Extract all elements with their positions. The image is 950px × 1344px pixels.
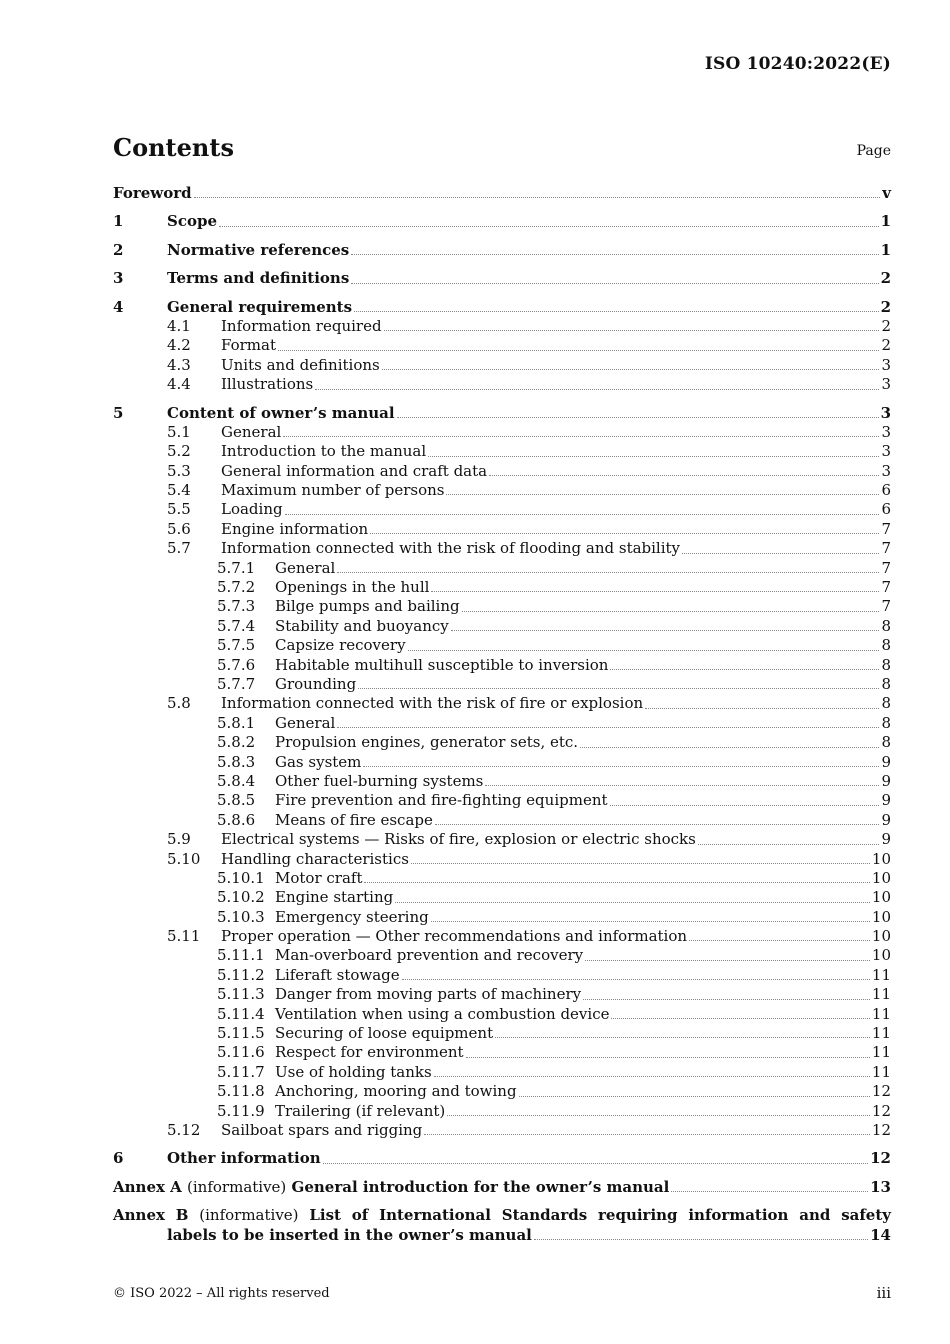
- toc-entry-page: 8: [881, 655, 891, 674]
- toc-entry-page: 8: [881, 674, 891, 693]
- toc-entry-title: Fire prevention and fire-fighting equipment: [275, 791, 608, 810]
- dot-leader: [434, 1075, 870, 1077]
- toc-entry[interactable]: [113, 1043, 891, 1062]
- toc-entry[interactable]: [113, 1149, 891, 1168]
- toc-entry[interactable]: [113, 423, 891, 442]
- dot-leader: [354, 310, 879, 312]
- toc-entry-title: Proper operation — Other recommendations and information: [221, 927, 688, 946]
- toc-entry[interactable]: [113, 1082, 891, 1101]
- toc-entry-number: 5.3: [167, 461, 191, 480]
- dot-leader: [489, 474, 879, 476]
- toc-entry-number: 5.7.4: [217, 616, 256, 635]
- toc-entry-number: 5.7.2: [217, 578, 256, 597]
- toc-entry[interactable]: [113, 559, 891, 578]
- toc-entry-number: 5.11.1: [217, 946, 265, 965]
- toc-entry-number: 5.1: [167, 422, 191, 441]
- toc-entry[interactable]: [113, 694, 891, 713]
- toc-entry-number: 5.10.1: [217, 868, 265, 887]
- dot-leader: [611, 1017, 869, 1019]
- page-column-label: Page: [856, 143, 891, 159]
- toc-entry-title: Engine information: [221, 519, 369, 538]
- toc-entry-title: Openings in the hull: [275, 578, 430, 597]
- toc-entry-page: 12: [871, 1120, 891, 1139]
- dot-leader: [363, 765, 879, 767]
- toc-entry-title: Information connected with the risk of flooding and stability: [221, 539, 681, 558]
- dot-leader: [447, 1114, 870, 1116]
- dot-leader: [689, 939, 870, 941]
- toc-entry[interactable]: [113, 985, 891, 1004]
- toc-entry-page: 7: [881, 519, 891, 538]
- toc-entry-number: 5.11.3: [217, 985, 265, 1004]
- toc-entry-title: Man-overboard prevention and recovery: [275, 946, 584, 965]
- toc-entry-page: 3: [881, 375, 891, 394]
- toc-entry-title: Handling characteristics: [221, 849, 409, 868]
- dot-leader: [585, 959, 870, 961]
- toc-entry-page: 7: [881, 558, 891, 577]
- toc-entry-title: Stability and buoyancy: [275, 616, 449, 635]
- toc-entry-title: Ventilation when using a combustion device: [275, 1004, 610, 1023]
- toc-entry-number: 5: [113, 403, 124, 422]
- toc-entry-number: 3: [113, 269, 124, 288]
- annex-b-title-line1: [113, 1206, 891, 1225]
- toc-entry-page: 8: [881, 694, 891, 713]
- toc-entry[interactable]: [113, 791, 891, 810]
- dot-leader: [485, 784, 879, 786]
- toc-entry-title: Danger from moving parts of machinery: [275, 985, 582, 1004]
- toc-entry-title: Respect for environment: [275, 1043, 464, 1062]
- toc-entry[interactable]: [113, 946, 891, 965]
- toc-entry-title: General information and craft data: [221, 461, 488, 480]
- toc-entry-number: 5.4: [167, 481, 191, 500]
- dot-leader: [364, 881, 869, 883]
- toc-entry[interactable]: [113, 520, 891, 539]
- toc-entry-title: Trailering (if relevant): [275, 1101, 446, 1120]
- toc-entry[interactable]: [113, 269, 891, 288]
- dot-leader: [382, 368, 880, 370]
- toc-entry-number: 5.8.2: [217, 733, 256, 752]
- toc-entry-number: 5.9: [167, 830, 191, 849]
- toc-entry-page: 10: [871, 888, 891, 907]
- toc-entry-page: 11: [871, 985, 891, 1004]
- toc-entry[interactable]: [113, 1102, 891, 1121]
- toc-entry[interactable]: [113, 772, 891, 791]
- toc-entry-number: 5.7.3: [217, 597, 256, 616]
- toc-entry[interactable]: [113, 241, 891, 260]
- toc-entry[interactable]: [113, 617, 891, 636]
- dot-leader: [411, 862, 870, 864]
- toc-entry-title: General: [221, 422, 282, 441]
- toc-entry-number: 1: [113, 212, 124, 231]
- toc-entry[interactable]: [113, 404, 891, 423]
- toc-entry-title: Maximum number of persons: [221, 481, 445, 500]
- toc-entry-number: 4.3: [167, 355, 191, 374]
- toc-entry-number: 5.7.5: [217, 636, 256, 655]
- toc-entry-title: Other information: [167, 1149, 321, 1168]
- toc-entry-title: Propulsion engines, generator sets, etc.: [275, 733, 579, 752]
- toc-entry-number: 5.7.7: [217, 674, 256, 693]
- toc-entry-page: 9: [881, 830, 891, 849]
- toc-entry[interactable]: [113, 375, 891, 394]
- dot-leader: [351, 282, 878, 284]
- toc-entry-number: 5.7.1: [217, 558, 256, 577]
- dot-leader: [698, 843, 880, 845]
- toc-entry-page: 9: [881, 771, 891, 790]
- toc-entry-page: 12: [870, 1149, 891, 1168]
- toc-entry[interactable]: [113, 869, 891, 888]
- toc-entry-number: 5.8.6: [217, 810, 256, 829]
- toc-entry[interactable]: [113, 184, 891, 203]
- dot-leader: [384, 329, 880, 331]
- toc-entry[interactable]: [113, 675, 891, 694]
- toc-entry-page: 6: [881, 500, 891, 519]
- dot-leader: [495, 1036, 870, 1038]
- toc-entry[interactable]: [113, 966, 891, 985]
- toc-entry-page: 13: [870, 1177, 891, 1196]
- toc-entry-title: Emergency steering: [275, 907, 429, 926]
- dot-leader: [397, 416, 879, 418]
- dot-leader: [402, 978, 870, 980]
- toc-entry-title: Illustrations: [221, 375, 314, 394]
- toc-entry-title: Engine starting: [275, 888, 394, 907]
- toc-entry-page: 7: [881, 578, 891, 597]
- toc-entry-title: Content of owner’s manual: [167, 403, 395, 422]
- dot-leader: [446, 493, 879, 495]
- toc-entry-title: General: [275, 713, 336, 732]
- dot-leader: [219, 225, 879, 227]
- toc-entry-number: 5.8.3: [217, 752, 256, 771]
- toc-entry[interactable]: [113, 888, 891, 907]
- toc-entry-title: Terms and definitions: [167, 269, 350, 288]
- toc-entry-page: 10: [871, 868, 891, 887]
- document-id: ISO 10240:2022(E): [704, 54, 891, 74]
- toc-entry-number: 5.11.2: [217, 965, 265, 984]
- dot-leader: [278, 349, 879, 351]
- toc-entry[interactable]: [113, 539, 891, 558]
- toc-entry-page: 1: [880, 212, 891, 231]
- dot-leader: [580, 746, 879, 748]
- toc-entry-annex-a[interactable]: [113, 1178, 891, 1197]
- dot-leader: [370, 532, 879, 534]
- toc-entry-page: 11: [871, 1024, 891, 1043]
- toc-entry-page: 10: [871, 907, 891, 926]
- toc-entry-page: 12: [871, 1082, 891, 1101]
- dot-leader: [337, 571, 879, 573]
- dot-leader: [583, 998, 870, 1000]
- dot-leader: [462, 610, 880, 612]
- toc-entry[interactable]: [113, 714, 891, 733]
- toc-entry-page: 12: [871, 1101, 891, 1120]
- toc-entry-number: 5.8.1: [217, 713, 256, 732]
- toc-entry-page: 3: [881, 442, 891, 461]
- toc-entry-number: 5.8: [167, 694, 191, 713]
- table-of-contents: [113, 184, 891, 1245]
- toc-entry-number: 4.4: [167, 375, 191, 394]
- toc-entry-title: [113, 1178, 669, 1197]
- toc-entry-page: 3: [881, 355, 891, 374]
- toc-entry[interactable]: [113, 462, 891, 481]
- toc-entry-number: 5.10.2: [217, 888, 265, 907]
- toc-entry-page: 8: [881, 636, 891, 655]
- toc-entry-number: 5.11.5: [217, 1024, 265, 1043]
- toc-entry-page: 6: [881, 481, 891, 500]
- toc-entry-number: 5.8.4: [217, 771, 256, 790]
- toc-entry-title: Other fuel-burning systems: [275, 771, 484, 790]
- toc-entry[interactable]: [113, 317, 891, 336]
- toc-entry-page: 1: [880, 240, 891, 259]
- toc-entry-page: v: [882, 184, 891, 202]
- toc-entry-title: Information required: [221, 316, 382, 335]
- toc-entry-page: 11: [871, 1043, 891, 1062]
- toc-entry-page: 7: [881, 597, 891, 616]
- toc-entry-page: 10: [871, 946, 891, 965]
- toc-entry-page: 11: [871, 1004, 891, 1023]
- toc-entry-page: 9: [881, 791, 891, 810]
- annex-b-title-line2: [113, 1226, 891, 1245]
- toc-entry-number: 5.6: [167, 519, 191, 538]
- toc-entry[interactable]: [113, 1063, 891, 1082]
- toc-entry-title: Information connected with the risk of fire or explosion: [221, 694, 644, 713]
- toc-entry-number: 5.8.5: [217, 791, 256, 810]
- dot-leader: [431, 590, 879, 592]
- toc-entry[interactable]: [113, 597, 891, 616]
- dot-leader: [337, 726, 879, 728]
- toc-entry-page: 2: [880, 269, 891, 288]
- toc-entry[interactable]: [113, 578, 891, 597]
- dot-leader: [435, 823, 880, 825]
- toc-entry-title: Scope: [167, 212, 218, 231]
- toc-entry-number: 5.11.9: [217, 1101, 265, 1120]
- toc-entry-title: Capsize recovery: [275, 636, 406, 655]
- annex-title-part1: List of International Standards requiring information and safety: [309, 1206, 891, 1225]
- toc-entry-number: 5.2: [167, 442, 191, 461]
- toc-entry-number: 4.1: [167, 316, 191, 335]
- toc-entry-title: General: [275, 558, 336, 577]
- toc-entry-page: 2: [881, 316, 891, 335]
- toc-entry[interactable]: [113, 753, 891, 772]
- toc-entry-title: Bilge pumps and bailing: [275, 597, 460, 616]
- toc-entry-title: Grounding: [275, 674, 357, 693]
- toc-entry[interactable]: [113, 298, 891, 317]
- toc-entry-number: 5.11.6: [217, 1043, 265, 1062]
- copyright-notice: © ISO 2022 – All rights reserved: [113, 1286, 330, 1301]
- toc-entry-page: 3: [880, 403, 891, 422]
- toc-entry[interactable]: [113, 830, 891, 849]
- toc-entry-number: 5.7: [167, 539, 191, 558]
- page-number: iii: [876, 1284, 891, 1302]
- dot-leader: [682, 552, 879, 554]
- toc-entry[interactable]: [113, 908, 891, 927]
- toc-entry-page: 11: [871, 965, 891, 984]
- annex-label: Annex B: [113, 1206, 189, 1225]
- toc-entry-page: 10: [871, 927, 891, 946]
- toc-entry[interactable]: [113, 212, 891, 231]
- dot-leader: [283, 435, 879, 437]
- toc-entry-title: Foreword: [113, 184, 192, 202]
- toc-entry-number: 4.2: [167, 336, 191, 355]
- dot-leader: [285, 513, 880, 515]
- toc-entry[interactable]: [113, 1005, 891, 1024]
- toc-entry[interactable]: [113, 656, 891, 675]
- toc-entry-page: 8: [881, 733, 891, 752]
- toc-entry-page: 14: [870, 1225, 891, 1244]
- dot-leader: [323, 1162, 868, 1164]
- dot-leader: [645, 707, 879, 709]
- dot-leader: [519, 1095, 870, 1097]
- toc-entry-number: 5.11.7: [217, 1062, 265, 1081]
- toc-entry[interactable]: [113, 850, 891, 869]
- dot-leader: [358, 687, 879, 689]
- toc-entry[interactable]: [113, 442, 891, 461]
- dot-leader: [534, 1238, 868, 1240]
- toc-entry-title: Habitable multihull susceptible to inversion: [275, 655, 609, 674]
- toc-entry-title: Anchoring, mooring and towing: [275, 1082, 517, 1101]
- contents-heading: Contents: [113, 133, 234, 162]
- dot-leader: [610, 804, 880, 806]
- toc-entry-number: 5.11: [167, 927, 201, 946]
- toc-entry-page: 8: [881, 713, 891, 732]
- toc-entry-title: Introduction to the manual: [221, 442, 427, 461]
- annex-type: (informative): [199, 1206, 299, 1225]
- dot-leader: [466, 1056, 870, 1058]
- toc-entry-page: 7: [881, 539, 891, 558]
- dot-leader: [351, 253, 878, 255]
- toc-entry-number: 5.11.4: [217, 1004, 265, 1023]
- annex-title: General introduction for the owner’s manual: [291, 1177, 670, 1196]
- toc-entry-title: Sailboat spars and rigging: [221, 1120, 423, 1139]
- annex-type: (informative): [187, 1177, 287, 1196]
- toc-entry-title: Normative references: [167, 240, 350, 259]
- dot-leader: [431, 920, 870, 922]
- dot-leader: [610, 668, 879, 670]
- toc-entry[interactable]: [113, 636, 891, 655]
- toc-entry-number: 4: [113, 297, 124, 316]
- dot-leader: [424, 1133, 870, 1135]
- annex-label: Annex A: [113, 1177, 182, 1196]
- toc-entry-title: Liferaft stowage: [275, 965, 400, 984]
- dot-leader: [408, 649, 880, 651]
- dot-leader: [315, 388, 879, 390]
- toc-entry-title: General requirements: [167, 297, 353, 316]
- toc-entry[interactable]: [113, 500, 891, 519]
- toc-entry-page: 3: [881, 461, 891, 480]
- toc-entry-title: Units and definitions: [221, 355, 380, 374]
- toc-entry-title: Loading: [221, 500, 283, 519]
- toc-entry-number: 5.7.6: [217, 655, 256, 674]
- toc-entry-number: 5.10.3: [217, 907, 265, 926]
- toc-entry-title: Means of fire escape: [275, 810, 433, 829]
- toc-entry[interactable]: [113, 1024, 891, 1043]
- toc-entry-number: 2: [113, 240, 124, 259]
- toc-entry-number: 6: [113, 1149, 124, 1168]
- toc-entry[interactable]: [113, 811, 891, 830]
- dot-leader: [194, 196, 881, 198]
- dot-leader: [395, 901, 870, 903]
- annex-title-part2: labels to be inserted in the owner’s manual: [167, 1225, 532, 1244]
- toc-entry-title: Motor craft: [275, 868, 363, 887]
- toc-entry-page: 11: [871, 1062, 891, 1081]
- toc-entry[interactable]: [113, 481, 891, 500]
- toc-entry[interactable]: [113, 1121, 891, 1140]
- toc-entry[interactable]: [113, 356, 891, 375]
- toc-entry-annex-b[interactable]: [113, 1206, 891, 1245]
- toc-entry-title: Use of holding tanks: [275, 1062, 432, 1081]
- toc-entry[interactable]: [113, 336, 891, 355]
- toc-entry-page: 9: [881, 752, 891, 771]
- dot-leader: [428, 455, 879, 457]
- toc-entry[interactable]: [113, 733, 891, 752]
- dot-leader: [671, 1190, 868, 1192]
- toc-entry-page: 10: [871, 849, 891, 868]
- toc-entry-title: Securing of loose equipment: [275, 1024, 494, 1043]
- toc-entry[interactable]: [113, 927, 891, 946]
- dot-leader: [451, 629, 880, 631]
- toc-entry-number: 5.12: [167, 1120, 201, 1139]
- toc-entry-page: 2: [881, 336, 891, 355]
- toc-entry-page: 3: [881, 422, 891, 441]
- toc-entry-number: 5.11.8: [217, 1082, 265, 1101]
- toc-entry-page: 8: [881, 616, 891, 635]
- toc-entry-page: 9: [881, 810, 891, 829]
- toc-entry-title: Electrical systems — Risks of fire, explosion or electric shocks: [221, 830, 696, 849]
- toc-entry-number: 5.10: [167, 849, 201, 868]
- toc-entry-title: Format: [221, 336, 276, 355]
- toc-entry-title: Gas system: [275, 752, 362, 771]
- toc-entry-page: 2: [880, 297, 891, 316]
- toc-entry-number: 5.5: [167, 500, 191, 519]
